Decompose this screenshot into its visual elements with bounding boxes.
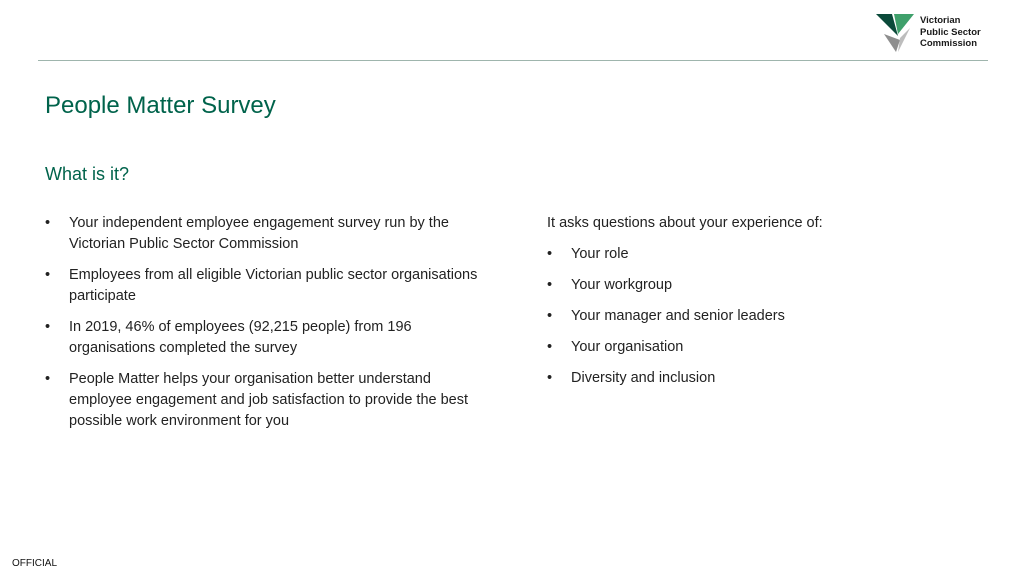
list-item [45, 213, 495, 255]
right-column [547, 213, 967, 399]
list-item-text: Your independent employee engagement survey run by the Victorian Public Sector Commission [69, 215, 449, 252]
bullet-icon: • [45, 215, 51, 231]
list-item [45, 265, 495, 307]
classification-label: OFFICIAL [12, 558, 58, 569]
list-item-text: Diversity and inclusion [571, 370, 716, 386]
right-intro-text: It asks questions about your experience of: [547, 215, 823, 231]
bullet-icon: • [45, 371, 51, 387]
list-item [45, 369, 495, 432]
vpsc-logo [876, 12, 996, 54]
logo-text-line: Victorian [920, 15, 961, 26]
list-item [547, 306, 967, 327]
bullet-icon: • [547, 339, 553, 355]
bullet-icon: • [45, 319, 51, 335]
list-item-text: People Matter helps your organisation better understand employee engagement and job satisfaction to provide the best possible work environment for you [69, 371, 469, 429]
list-item-text: In 2019, 46% of employees (92,215 people) from 196 organisations completed the survey [69, 319, 412, 356]
logo-text-line: Commission [920, 38, 978, 49]
list-item-text: Your manager and senior leaders [571, 308, 785, 324]
logo-text-line: Public Sector [920, 26, 981, 38]
list-item-text: Your workgroup [571, 277, 673, 293]
list-item [547, 337, 967, 358]
bullet-icon: • [45, 267, 51, 283]
list-item-text: Employees from all eligible Victorian public sector organisations participate [69, 267, 478, 304]
page-title: People Matter Survey [45, 92, 276, 119]
list-item [547, 244, 967, 265]
bullet-icon: • [547, 277, 553, 293]
right-bullet-list [547, 244, 967, 389]
vpsc-logo-icon [876, 12, 916, 54]
list-item [547, 275, 967, 296]
section-subtitle: What is it? [45, 164, 130, 184]
bullet-icon: • [547, 370, 553, 386]
list-item-text: Your role [571, 246, 629, 262]
list-item [547, 368, 967, 389]
bullet-icon: • [547, 308, 553, 324]
logo-text [920, 15, 981, 50]
list-item [45, 317, 495, 359]
list-item-text: Your organisation [571, 339, 684, 355]
bullet-icon: • [547, 246, 553, 262]
header-divider [38, 60, 988, 61]
left-bullet-list [45, 213, 495, 442]
